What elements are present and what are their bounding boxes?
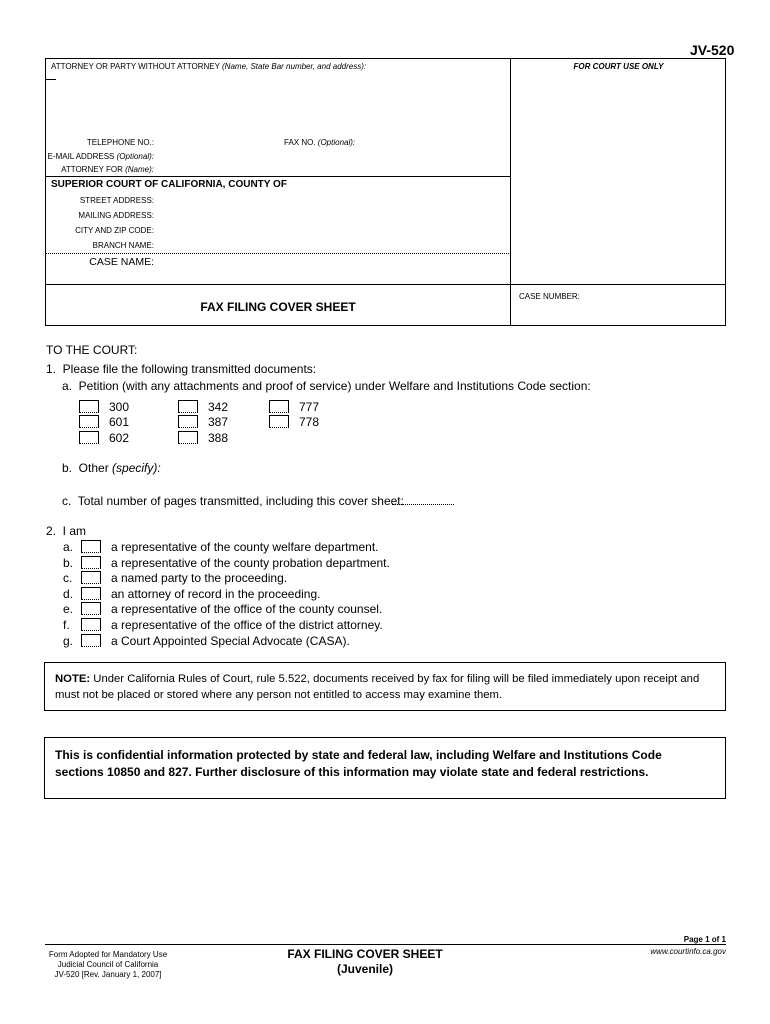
item-1b: b. Other (specify): <box>62 461 161 475</box>
item-1: 1. Please file the following transmitted documents: <box>46 362 317 376</box>
option-text-e: a representative of the office of the county counsel. <box>111 602 383 616</box>
case-title-divider <box>45 284 726 285</box>
confidential-line-2: sections 10850 and 827. Further disclosure of this information may violate state and federal restrictions. <box>55 765 649 779</box>
page-number: Page 1 of 1 <box>683 935 726 944</box>
checkbox-778[interactable] <box>269 415 289 428</box>
footer-website[interactable]: www.courtinfo.ca.gov <box>650 947 726 956</box>
branch-name-label: BRANCH NAME: <box>92 241 154 250</box>
checkbox-welfare[interactable] <box>81 540 101 553</box>
option-text-b: a representative of the county probation department. <box>111 556 390 570</box>
option-letter-f: f. <box>63 618 70 632</box>
checkbox-601[interactable] <box>79 415 99 428</box>
option-text-c: a named party to the proceeding. <box>111 571 288 585</box>
street-address-label: STREET ADDRESS: <box>79 196 154 205</box>
mailing-address-label: MAILING ADDRESS: <box>78 211 154 220</box>
court-use-label: FOR COURT USE ONLY <box>573 62 664 71</box>
item-2: 2. I am <box>46 524 87 538</box>
email-label: E-MAIL ADDRESS (Optional): <box>47 152 154 161</box>
attorney-field-marker[interactable] <box>46 79 56 80</box>
label-300: 300 <box>109 400 130 414</box>
option-text-g: a Court Appointed Special Advocate (CASA). <box>111 634 350 648</box>
option-text-a: a representative of the county welfare department. <box>111 540 379 554</box>
label-388: 388 <box>208 431 229 445</box>
checkbox-district-attorney[interactable] <box>81 618 101 631</box>
note-line-1: NOTE: Under California Rules of Court, rule 5.522, documents received by fax for filing will be filed immediately upon receipt and <box>55 673 700 685</box>
note-line-2: must not be placed or stored where any person not entitled to access may examine them. <box>55 689 503 701</box>
caption-box <box>45 58 726 326</box>
option-letter-g: g. <box>63 634 74 648</box>
footer-rule <box>45 944 726 945</box>
label-602: 602 <box>109 431 130 445</box>
total-pages-field[interactable] <box>392 504 454 505</box>
checkbox-388[interactable] <box>178 431 198 444</box>
checkbox-300[interactable] <box>79 400 99 413</box>
option-letter-d: d. <box>63 587 74 601</box>
footer-adopted: Form Adopted for Mandatory Use Judicial Council of California JV-520 [Rev. January 1, 2007] <box>48 950 168 979</box>
item-1a: a. Petition (with any attachments and proof of service) under Welfare and Institutions Code section: <box>62 379 591 393</box>
label-777: 777 <box>299 400 320 414</box>
city-zip-label: CITY AND ZIP CODE: <box>75 226 154 235</box>
label-342: 342 <box>208 400 229 414</box>
note-text <box>55 671 725 703</box>
checkbox-602[interactable] <box>79 431 99 444</box>
form-title: FAX FILING COVER SHEET <box>200 300 356 314</box>
confidential-line-1: This is confidential information protected by state and federal law, including Welfare and Institutions Code <box>55 748 662 762</box>
case-number-label: CASE NUMBER: <box>519 292 580 301</box>
to-the-court: TO THE COURT: <box>46 343 138 357</box>
form-number: JV-520 <box>690 42 735 58</box>
option-text-f: a representative of the office of the district attorney. <box>111 618 383 632</box>
checkbox-attorney[interactable] <box>81 587 101 600</box>
label-387: 387 <box>208 415 229 429</box>
checkbox-probation[interactable] <box>81 556 101 569</box>
item-1c: c. Total number of pages transmitted, including this cover sheet: <box>62 494 404 508</box>
label-778: 778 <box>299 415 320 429</box>
option-text-d: an attorney of record in the proceeding. <box>111 587 321 601</box>
checkbox-387[interactable] <box>178 415 198 428</box>
footer-subtitle: (Juvenile) <box>336 962 393 976</box>
attorney-label: ATTORNEY OR PARTY WITHOUT ATTORNEY (Name, State Bar number, and address): <box>51 62 367 71</box>
checkbox-342[interactable] <box>178 400 198 413</box>
option-letter-e: e. <box>63 602 74 616</box>
checkbox-777[interactable] <box>269 400 289 413</box>
caption-divider <box>510 58 511 326</box>
telephone-label: TELEPHONE NO.: <box>86 138 154 147</box>
checkbox-casa[interactable] <box>81 634 101 647</box>
footer-title: FAX FILING COVER SHEET <box>287 947 443 961</box>
label-601: 601 <box>109 415 130 429</box>
confidential-text <box>55 747 725 781</box>
option-letter-c: c. <box>63 571 73 585</box>
attorney-court-divider <box>45 176 511 177</box>
case-name-label: CASE NAME: <box>89 256 154 268</box>
option-letter-a: a. <box>63 540 74 554</box>
attorney-for-label: ATTORNEY FOR (Name): <box>61 165 154 174</box>
checkbox-named-party[interactable] <box>81 571 101 584</box>
court-case-divider <box>45 253 511 254</box>
option-letter-b: b. <box>63 556 74 570</box>
fax-label: FAX NO. (Optional): <box>284 138 356 147</box>
checkbox-county-counsel[interactable] <box>81 602 101 615</box>
court-heading: SUPERIOR COURT OF CALIFORNIA, COUNTY OF <box>51 179 287 190</box>
